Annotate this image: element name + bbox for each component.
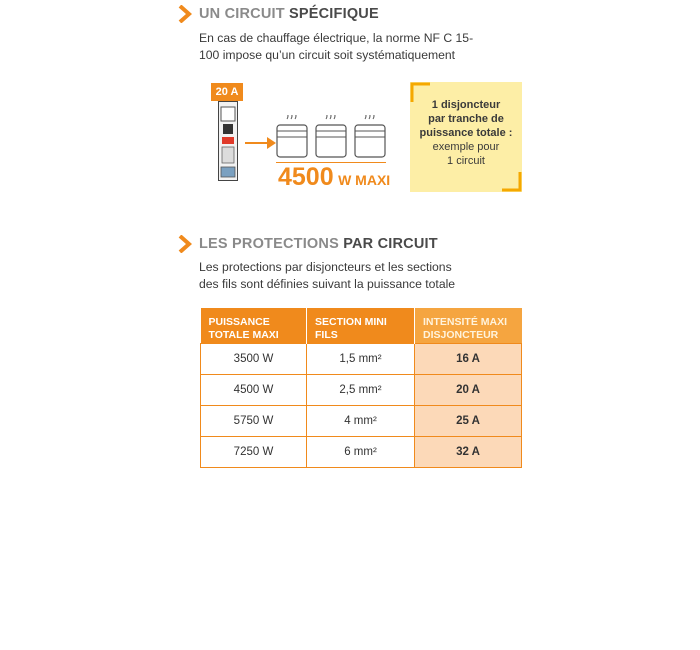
header-line: FILS [315,329,338,341]
section-paragraph [199,259,455,293]
table-row [201,374,522,405]
note-line: puissance totale : [419,127,513,139]
table-row [201,405,522,436]
section-title-dark: SPÉCIFIQUE [289,6,379,22]
column-header-breaker [415,308,522,343]
table-header-row [201,308,522,343]
chevron-right-icon [178,235,192,253]
note-line: 1 circuit [447,155,485,167]
cell-section: 2,5 mm² [307,374,415,405]
radiator-icons [275,115,387,161]
note-corner-brackets [410,82,522,192]
power-unit: W MAXI [338,172,391,188]
cell-section: 4 mm² [307,405,415,436]
header-line: PUISSANCE [208,316,270,328]
cell-breaker: 16 A [415,343,522,374]
header-line: INTENSITÉ MAXI [423,316,508,328]
note-line: 1 disjoncteur [431,99,501,111]
paragraph-line: En cas de chauffage électrique, la norme NF C 15- [199,31,474,45]
power-value: 4500 [278,163,334,191]
section-title-light: UN CIRCUIT [199,6,285,22]
cell-power: 7250 W [201,436,307,467]
section-paragraph [199,30,473,64]
note-line: exemple pour [432,141,500,153]
breaker-rating-badge: 20 A [211,83,243,101]
protection-table [200,308,522,468]
table-row [201,343,522,374]
chevron-right-icon [178,5,192,23]
power-label [278,163,390,192]
cell-section: 1,5 mm² [307,343,415,374]
cell-breaker: 32 A [415,436,522,467]
table-row [201,436,522,467]
circuit-breaker-icon [218,101,238,181]
cell-breaker: 20 A [415,374,522,405]
section-title-protections [199,236,438,252]
cell-power: 3500 W [201,343,307,374]
cell-section: 6 mm² [307,436,415,467]
header-line: DISJONCTEUR [423,329,499,341]
paragraph-line: Les protections par disjoncteurs et les sections [199,260,452,274]
column-header-power [201,308,307,343]
cell-power: 4500 W [201,374,307,405]
section-title-light: LES PROTECTIONS [199,236,339,252]
header-line: TOTALE MAXI [208,329,279,341]
header-line: SECTION MINI [315,316,387,328]
arrow-right-icon [245,136,277,150]
paragraph-line: des fils sont définies suivant la puissance totale [199,277,456,291]
section-title-circuit [199,6,379,22]
cell-breaker: 25 A [415,405,522,436]
note-line: par tranche de [428,113,504,125]
paragraph-line: 100 impose qu’un circuit soit systématiquement [199,48,456,62]
cell-power: 5750 W [201,405,307,436]
section-title-dark: PAR CIRCUIT [343,236,438,252]
column-header-section [307,308,415,343]
